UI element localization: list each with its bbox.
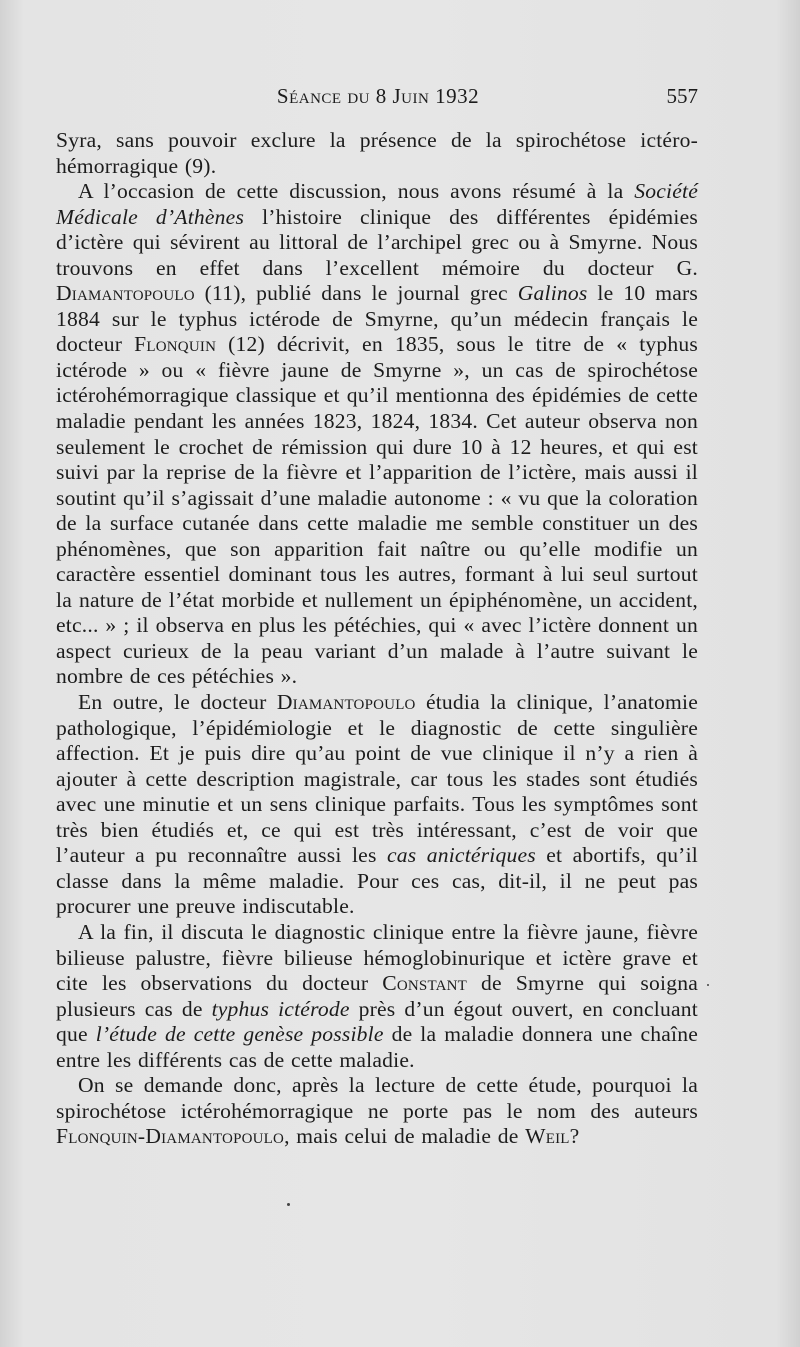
page-number: 557 <box>666 84 698 108</box>
text-run: En outre, le docteur <box>78 690 277 715</box>
paragraph <box>56 179 698 690</box>
text-run: l’histoire clinique des différentes épidémies d’ictère qui sévirent au littoral de l’archipel grec ou à Smyrne. Nous trouvons en effet dans l’excellent mémoire du docteur G. <box>56 204 698 280</box>
text-run: A la fin, il discuta le diagnostic clinique entre la fièvre jaune, fièvre bilieuse palustre, fièvre bilieuse hémoglobinurique et ictère grave et cite les observations du docteur <box>56 919 698 996</box>
author-name: Diamantopoulo <box>276 690 416 715</box>
italic-phrase: typhus ictérode <box>211 996 350 1021</box>
running-title-date: 8 Juin 1932 <box>375 84 480 108</box>
italic-phrase: Galinos <box>517 281 588 306</box>
text-run: de Smyrne qui soigna plusieurs cas de <box>56 971 698 1021</box>
italic-phrase: l’étude de cette genèse possible <box>95 1022 384 1047</box>
text-run: , mais celui de maladie de <box>284 1124 526 1149</box>
text-run: le 10 mars 1884 sur le typhus ictérode de Smyrne, qu’un médecin français le docteur <box>56 281 698 357</box>
running-title-prefix: Séance du <box>276 84 370 108</box>
paragraph <box>56 690 698 920</box>
text-run: On se demande donc, après la lecture de cette étude, pourquoi la spirochétose ictérohémorragique ne porte pas le nom des auteurs <box>56 1073 698 1123</box>
author-name: Constant <box>382 971 468 996</box>
italic-phrase: Société Médicale d’Athènes <box>56 179 698 229</box>
author-name: Flonquin <box>134 332 217 357</box>
text-run: et abortifs, qu’il classe dans la même maladie. Pour ces cas, dit-il, il ne peut pas procurer une preuve indiscutable. <box>56 843 698 919</box>
italic-phrase: cas anictériques <box>386 843 536 868</box>
author-name: Diamantopoulo <box>56 281 195 306</box>
text-run: (12) décrivit, en 1835, sous le titre de « typhus ictérode » ou « fièvre jaune de Smyrne », un cas de spirochétose ictérohémorragique classique et qu’il mentionna des épidémies de cette maladie pendant les années 1823, 1824, 1834. Cet auteur observa non seulement le crochet de rémission qui dure 10 à 12 heures, et qui est suivi par la reprise de la fièvre et l’apparition de l’ictère, mais aussi il soutint qu’il s’agissait d’une maladie autonome : « vu que la coloration de la surface cutanée dans cette maladie me semble constituer un des phénomènes, que son apparition fait naître ou qu’elle modifie un caractère essentiel dominant tous les autres, formant à lui seul surtout la nature de l’état morbide et nullement un épiphénomène, un accident, etc... » ; il observa en plus les pétéchies, qui « avec l’ictère donnent un aspect curieux de la peau variant d’un malade à l’autre suivant le nombre de ces pétéchies ». <box>56 332 699 689</box>
text-run: (11), publié dans le journal grec <box>194 281 518 306</box>
paragraph <box>56 128 698 179</box>
author-name: Flonquin-Diamantopoulo <box>56 1124 285 1149</box>
text-run: de la maladie donnera une chaîne entre les différents cas de cette maladie. <box>56 1022 698 1072</box>
text-run: Syra, sans pouvoir exclure la présence de la spirochétose ictéro-hémorragique (9). <box>56 128 698 178</box>
body-text <box>56 128 698 1150</box>
running-title <box>58 84 698 109</box>
running-header <box>58 84 698 114</box>
text-run: étudia la clinique, l’anatomie pathologique, l’épidémiologie et le diagnostic de cette singulière affection. Et je puis dire qu’au point de vue clinique il n’y a rien à ajouter à cette description magistrale, car tous les stades sont étudiés avec une minutie et un sens clinique parfaits. Tous les symptômes sont très bien étudiés et, ce qui est très intéressant, c’est de voir que l’auteur a pu reconnaître aussi les <box>56 690 698 868</box>
ink-speck <box>287 1203 290 1206</box>
ink-speck <box>707 984 709 986</box>
paragraph <box>56 1073 698 1150</box>
text-run: ? <box>569 1124 580 1149</box>
paragraph <box>56 920 698 1073</box>
text-run: près d’un égout ouvert, en concluant que <box>56 996 698 1047</box>
author-name: Weil <box>525 1124 570 1149</box>
text-run: A l’occasion de cette discussion, nous avons résumé à la <box>78 179 635 204</box>
